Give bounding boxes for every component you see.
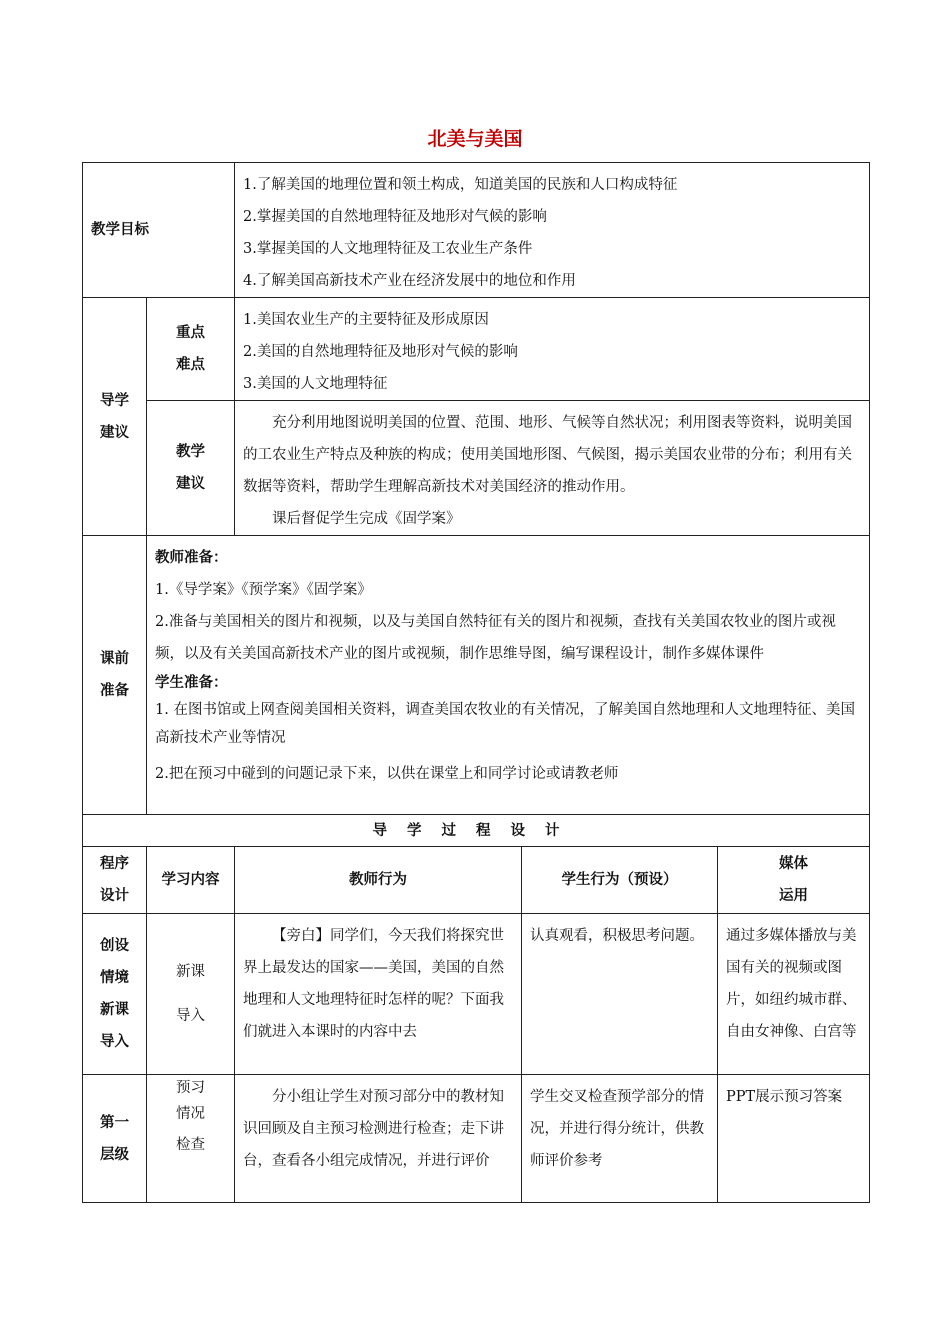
process-row bbox=[83, 914, 870, 1075]
header-teacher: 教师行为 bbox=[235, 847, 522, 914]
preparation-text bbox=[147, 536, 870, 815]
goals-label: 教学目标 bbox=[83, 163, 235, 298]
student-prep-heading: 学生准备： bbox=[155, 675, 228, 691]
key-point-item: 2.美国的自然地理特征及地形对气候的影响 bbox=[243, 344, 518, 360]
row-media: 通过多媒体播放与美国有关的视频或图片，如纽约城市群、自由女神像、白宫等 bbox=[718, 914, 870, 1075]
preparation-label: 课前 准备 bbox=[83, 536, 147, 815]
header-student: 学生行为（预设） bbox=[522, 847, 718, 914]
process-header-row bbox=[83, 847, 870, 914]
row-teacher: 分小组让学生对预习部分中的教材知识回顾及自主预习检测进行检查；走下讲台，查看各小组完成情况，并进行评价 bbox=[235, 1075, 522, 1203]
lesson-plan-table bbox=[82, 162, 870, 1203]
teaching-suggestion-label: 教学 建议 bbox=[147, 401, 235, 536]
key-points-label: 重点 难点 bbox=[147, 298, 235, 401]
teacher-prep-item: 2.准备与美国相关的图片和视频，以及与美国自然特征有关的图片和视频，查找有关美国农牧业的图片或视频，以及有关美国高新技术产业的图片或视频，制作思维导图，编写课程设计，制作多媒体课件 bbox=[155, 614, 836, 662]
key-point-item: 3.美国的人文地理特征 bbox=[243, 376, 388, 392]
preparation-row bbox=[83, 536, 870, 815]
key-points-list bbox=[235, 298, 870, 401]
student-prep-item: 1. 在图书馆或上网查阅美国相关资料，调查美国农牧业的有关情况，了解美国自然地理和人文地理特征、美国高新技术产业等情况 bbox=[155, 702, 855, 746]
student-prep-item: 2.把在预习中碰到的问题记录下来，以供在课堂上和同学讨论或请教老师 bbox=[155, 766, 619, 782]
process-heading: 导学过程设计 bbox=[83, 815, 870, 847]
row-student: 认真观看，积极思考问题。 bbox=[522, 914, 718, 1075]
header-step: 程序 设计 bbox=[83, 847, 147, 914]
teaching-suggestion-para: 课后督促学生完成《固学案》 bbox=[272, 511, 461, 527]
header-media: 媒体 运用 bbox=[718, 847, 870, 914]
guidance-label: 导学 建议 bbox=[83, 298, 147, 536]
teacher-prep-item: 1.《导学案》《预学案》《固学案》 bbox=[155, 582, 372, 598]
header-content: 学习内容 bbox=[147, 847, 235, 914]
page-title: 北美与美国 bbox=[427, 128, 523, 150]
key-point-item: 1.美国农业生产的主要特征及形成原因 bbox=[243, 312, 489, 328]
process-heading-row bbox=[83, 815, 870, 847]
row-teacher: 【旁白】同学们，今天我们将探究世界上最发达的国家——美国，美国的自然地理和人文地理特征时怎样的呢？下面我们就进入本课时的内容中去 bbox=[235, 914, 522, 1075]
row-content: 预习 情况 检查 bbox=[147, 1075, 235, 1203]
key-points-row bbox=[83, 298, 870, 401]
goals-list bbox=[235, 163, 870, 298]
goal-item: 4.了解美国高新技术产业在经济发展中的地位和作用 bbox=[243, 273, 576, 289]
goal-item: 2.掌握美国的自然地理特征及地形对气候的影响 bbox=[243, 209, 547, 225]
goals-row bbox=[83, 163, 870, 298]
goal-item: 3.掌握美国的人文地理特征及工农业生产条件 bbox=[243, 241, 533, 257]
teacher-prep-heading: 教师准备： bbox=[155, 550, 228, 566]
process-row bbox=[83, 1075, 870, 1203]
goal-item: 1.了解美国的地理位置和领土构成，知道美国的民族和人口构成特征 bbox=[243, 177, 678, 193]
row-step: 第一 层级 bbox=[83, 1075, 147, 1203]
row-content: 新课 导入 bbox=[147, 914, 235, 1075]
teaching-suggestion-para: 充分利用地图说明美国的位置、范围、地形、气候等自然状况；利用图表等资料，说明美国的工农业生产特点及种族的构成；使用美国地形图、气候图，揭示美国农业带的分布；利用有关数据等资料，帮助学生理解高新技术对美国经济的推动作用。 bbox=[243, 415, 852, 495]
row-media: PPT展示预习答案 bbox=[718, 1075, 870, 1203]
row-student: 学生交叉检查预学部分的情况，并进行得分统计，供教师评价参考 bbox=[522, 1075, 718, 1203]
teaching-suggestion-row bbox=[83, 401, 870, 536]
teaching-suggestion-text bbox=[235, 401, 870, 536]
row-step: 创设 情境 新课 导入 bbox=[83, 914, 147, 1075]
